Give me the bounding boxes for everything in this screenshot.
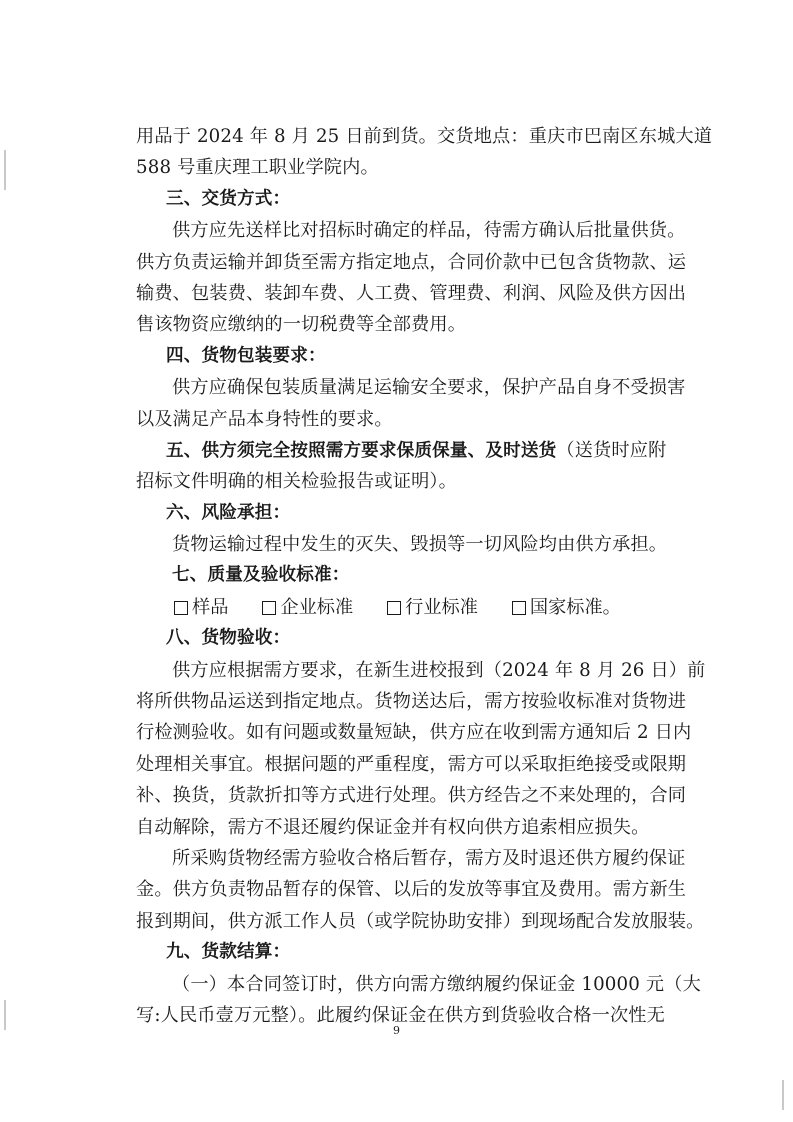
- section-heading: 六、风险承担：: [166, 502, 291, 523]
- section-heading: 四、货物包装要求：: [166, 345, 326, 366]
- scan-edge-mark: [4, 150, 6, 190]
- section-heading-mixed: [136, 435, 667, 466]
- paragraph-line: 588 号重庆理工职业学院内。: [136, 157, 379, 179]
- standard-option-label: 行业标准: [405, 596, 478, 618]
- standard-option[interactable]: [387, 592, 478, 623]
- section-heading: 九、货款结算：: [166, 942, 291, 963]
- standard-option-label: 国家标准。: [529, 596, 621, 618]
- document-body: [136, 121, 713, 1031]
- paragraph-line: 招标文件明确的相关检验报告或证明）。: [136, 471, 457, 493]
- checkbox-icon[interactable]: [174, 601, 188, 615]
- scan-edge-mark: [782, 1080, 784, 1110]
- paragraph-line: 货物运输过程中发生的灭失、毁损等一切风险均由供方承担。: [172, 534, 668, 556]
- paragraph-line: 报到期间，供方派工作人员（或学院协助安排）到现场配合发放服装。: [136, 910, 705, 932]
- standard-option[interactable]: [512, 592, 621, 623]
- standard-option-label: 样品: [192, 596, 229, 618]
- standards-options: [136, 592, 662, 623]
- checkbox-icon[interactable]: [387, 601, 401, 615]
- paragraph-line: 售该物资应缴纳的一切税费等全部费用。: [136, 314, 467, 336]
- paragraph-line: 供方应先送样比对招标时确定的样品，待需方确认后批量供货。: [172, 220, 686, 242]
- paragraph-line: 写:人民币壹万元整）。此履约保证金在供方到货验收合格一次性无: [136, 1004, 665, 1026]
- paragraph-line: 将所供物品运送到指定地点。货物送达后，需方按验收标准对货物进: [136, 691, 687, 713]
- checkbox-icon[interactable]: [262, 601, 276, 615]
- standard-option[interactable]: [262, 592, 353, 623]
- standard-option-label: 企业标准: [280, 596, 354, 618]
- paragraph-line: 自动解除，需方不退还履约保证金并有权向供方追索相应损失。: [136, 816, 650, 838]
- section-heading: 三、交货方式：: [166, 188, 291, 209]
- paragraph-line: 补、换货，货款折扣等方式进行处理。供方经告之不来处理的，合同: [136, 785, 687, 807]
- paragraph-line: 输费、包装费、装卸车费、人工费、管理费、利润、风险及供方因出: [136, 282, 687, 304]
- page-number: 9: [393, 1024, 400, 1037]
- standard-option[interactable]: [174, 592, 228, 623]
- paragraph-line: 供方应确保包装质量满足运输安全要求，保护产品自身不受损害: [172, 377, 686, 399]
- paragraph-line: 供方负责运输并卸货至需方指定地点，合同价款中已包含货物款、运: [136, 251, 687, 273]
- paragraph-line: （一）本合同签订时，供方向需方缴纳履约保证金 10000 元（大: [172, 973, 701, 995]
- section-heading: 七、质量及验收标准：: [172, 565, 350, 586]
- paragraph-line: 金。供方负责物品暂存的保管、以后的发放等事宜及费用。需方新生: [136, 879, 687, 901]
- section-heading: 五、供方须完全按照需方要求保质保量、及时送货: [166, 440, 557, 461]
- paragraph-line: 以及满足产品本身特性的要求。: [136, 408, 393, 430]
- paragraph-line: 行检测验收。如有问题或数量短缺，供方应在收到需方通知后 2 日内: [136, 722, 692, 744]
- paragraph-line: 用品于 2024 年 8 月 25 日前到货。交货地点：重庆市巴南区东城大道: [136, 126, 713, 147]
- section-heading: 八、货物验收：: [166, 628, 291, 649]
- paragraph-line: 供方应根据需方要求，在新生进校报到（2024 年 8 月 26 日）前: [172, 659, 706, 681]
- paragraph-line: 处理相关事宜。根据问题的严重程度，需方可以采取拒绝接受或限期: [136, 753, 687, 775]
- paragraph-line: 所采购货物经需方验收合格后暂存，需方及时退还供方履约保证: [172, 847, 686, 869]
- checkbox-icon[interactable]: [512, 601, 526, 615]
- section-heading-note: （送货时应附: [556, 439, 667, 461]
